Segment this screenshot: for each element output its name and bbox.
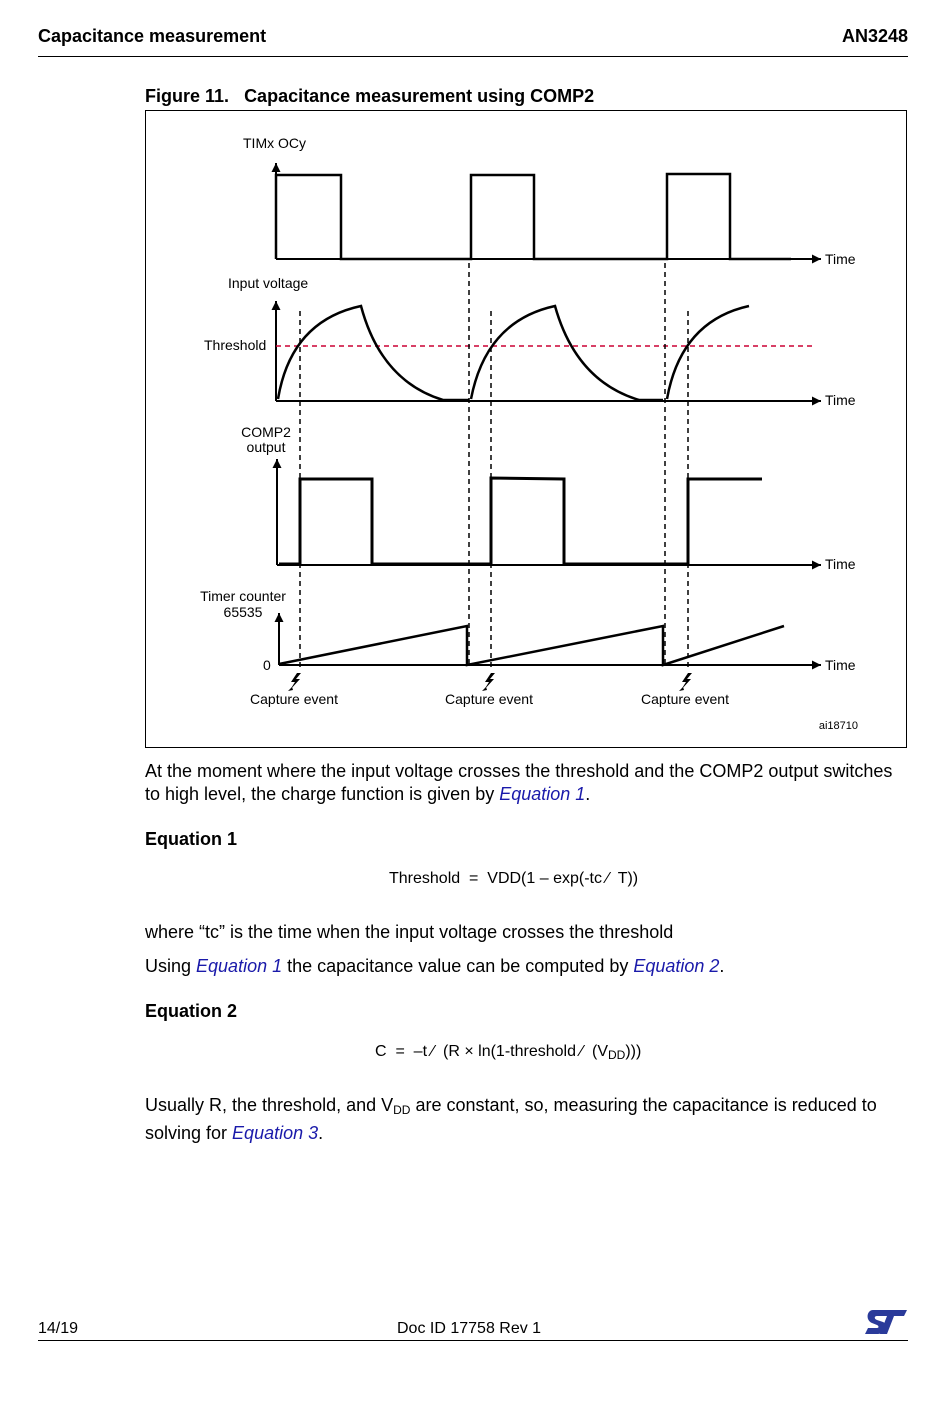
equation-3-link[interactable]: Equation 3 [232,1123,319,1143]
vdd-subscript: DD [393,1103,411,1117]
header-section-title: Capacitance measurement [38,26,267,46]
equation-1-link[interactable]: Equation 1 [499,784,586,804]
threshold-label: Threshold [204,337,267,353]
equation-1: Threshold = VDD(1 – exp(-tc ⁄ T)) [389,870,639,887]
paragraph-end: . [318,1123,324,1143]
time-label-4: Time [825,657,856,673]
paragraph-text: are constant, so, measuring the capacitance is reduced to solving for [145,1095,877,1143]
timer-counter-panel [200,588,856,673]
paragraph-charge-function [145,760,910,806]
figure-caption [145,86,594,107]
paragraph-capacitance [145,955,910,978]
max-count-label: 65535 [223,604,263,620]
comp2-trace [279,478,762,564]
charge-curve-2 [471,306,663,400]
paragraph-end: . [585,784,591,804]
figure-frame [145,110,907,748]
paragraph-text: Usually R, the threshold, and V [145,1095,394,1115]
paragraph-constants [145,1094,910,1145]
capture-event-label-2: Capture event [445,691,533,707]
equation-1-link[interactable]: Equation 1 [196,956,283,976]
timx-label: TIMx OCy [243,135,306,151]
st-logo [863,1308,909,1338]
timer-counter-label: Timer counter [200,588,286,604]
paragraph-text: Using [145,956,197,976]
comp2-label-line2: output [246,439,286,455]
page-number: 14/19 [38,1320,79,1337]
charge-curve-3 [667,306,749,399]
time-label-1: Time [825,251,856,267]
equation-2-heading: Equation 2 [145,1001,238,1021]
zero-label: 0 [263,657,271,673]
figure-id: ai18710 [818,720,858,732]
paragraph-text: At the moment where the input voltage crosses the threshold and the COMP2 output switches to high level, the charge function is given by [145,761,893,804]
capture-event-label-3: Capture event [641,691,729,707]
equation-2-end: ))) [625,1043,642,1060]
timx-pwm-trace [276,174,791,259]
equation-1-heading: Equation 1 [145,829,238,849]
capture-markers [288,673,692,691]
paragraph-text: the capacitance value can be computed by [282,956,634,976]
capture-event-label-1: Capture event [250,691,338,707]
doc-id: Doc ID 17758 Rev 1 [397,1320,542,1337]
equation-2-main: C = –t ⁄ (R × ln(1-threshold ⁄ (V [375,1043,608,1060]
paragraph-end: . [719,956,725,976]
input-voltage-panel [204,275,856,408]
figure-number: Figure 11. [145,86,230,106]
time-label-3: Time [825,556,856,572]
input-voltage-label: Input voltage [228,275,309,291]
header-rule [38,56,908,57]
equation-2-subscript: DD [607,1048,626,1062]
dashed-guides [300,263,688,667]
equation-2-link[interactable]: Equation 2 [633,956,720,976]
timing-diagram [146,111,906,747]
st-logo-icon [865,1310,907,1334]
comp2-output-panel [241,424,856,572]
charge-curve-1 [278,306,469,400]
counter-ramp [279,626,784,665]
figure-title: Capacitance measurement using COMP2 [244,86,595,106]
time-label-2: Time [825,392,856,408]
equation-2 [375,1043,641,1062]
paragraph-tc-definition: where “tc” is the time when the input voltage crosses the threshold [145,922,674,942]
comp2-label-line1: COMP2 [241,424,291,440]
footer-rule [38,1340,908,1341]
header-doc-number: AN3248 [841,26,908,46]
timx-ocy-panel [243,135,856,267]
